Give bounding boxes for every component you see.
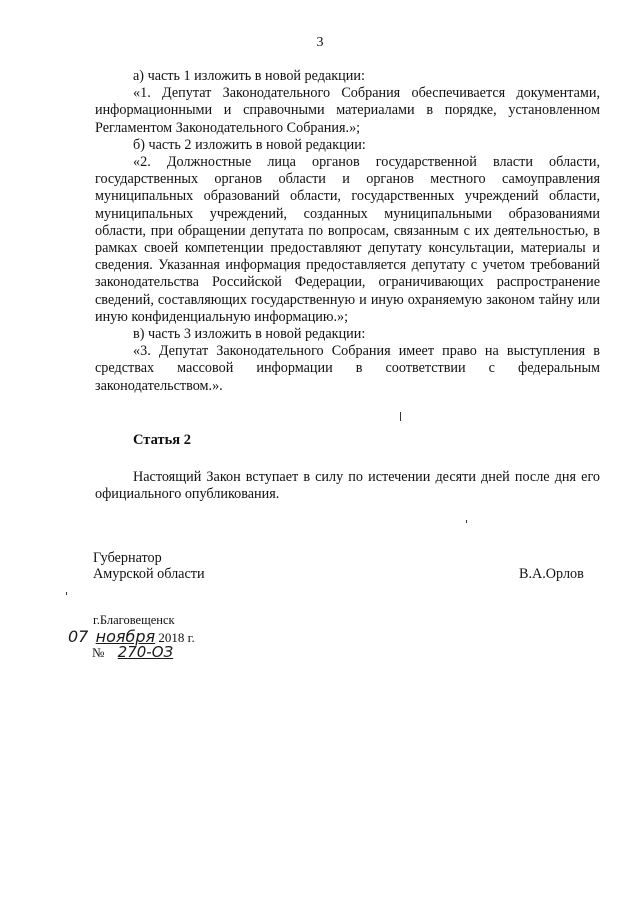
signatory-title-line2: Амурской области [93, 566, 205, 582]
scan-mark-dot [466, 520, 467, 523]
signatory-title [93, 550, 205, 582]
amendments-body [95, 68, 600, 395]
final-provision [95, 469, 600, 503]
paragraph-part2-text: «2. Должностные лица органов государственной власти области, государственных органов области и органов местного самоуправления муниципальных образований области, государственных учреждений области, муниципальных учреждений, созданных муниципальными образованиями области, при обращении депутата по вопросам, связанным с их деятельностью, в рамках своей компетенции предоставляют депутату консультации, материалы и сведения. Указанная информация предоставляется депутату с учетом требований законодательства Российской Федерации, ограничивающих распространение сведений, составляющих государственную и иную охраняемую законом тайну или иную конфиденциальную информацию.»; [95, 154, 600, 325]
paragraph-b: б) часть 2 изложить в новой редакции: [133, 136, 366, 153]
scan-mark-dot [66, 592, 67, 595]
date-year: 2018 г. [158, 630, 195, 645]
signatory-name: В.А.Орлов [519, 566, 584, 582]
final-paragraph: Настоящий Закон вступает в силу по истечении десяти дней после дня его официального опубликования. [95, 469, 600, 503]
page-number: 3 [316, 35, 324, 50]
paragraph-a: а) часть 1 изложить в новой редакции: [133, 68, 365, 84]
scan-mark [400, 412, 401, 421]
handwritten-day: 07 [68, 627, 89, 646]
paragraph-part1-text: «1. Депутат Законодательного Собрания обеспечивается документами, информационными и справочными материалами в порядке, установленном Регламентом Законодательного Собрания.»; [95, 85, 600, 136]
place-of-signing: г.Благовещенск [93, 613, 175, 627]
paragraph-part3-text: «3. Депутат Законодательного Собрания имеет право на выступления в средствах массовой информации в соответствии с федеральным законодательством.». [95, 343, 600, 394]
handwritten-month: ноября [95, 627, 156, 646]
handwritten-number: 270-ОЗ [117, 643, 174, 661]
article-heading: Статья 2 [133, 432, 191, 448]
paragraph-v: в) часть 3 изложить в новой редакции: [133, 326, 366, 343]
number-prefix: № [92, 645, 105, 660]
number-line [92, 643, 272, 665]
signatory-title-line1: Губернатор [93, 550, 162, 566]
